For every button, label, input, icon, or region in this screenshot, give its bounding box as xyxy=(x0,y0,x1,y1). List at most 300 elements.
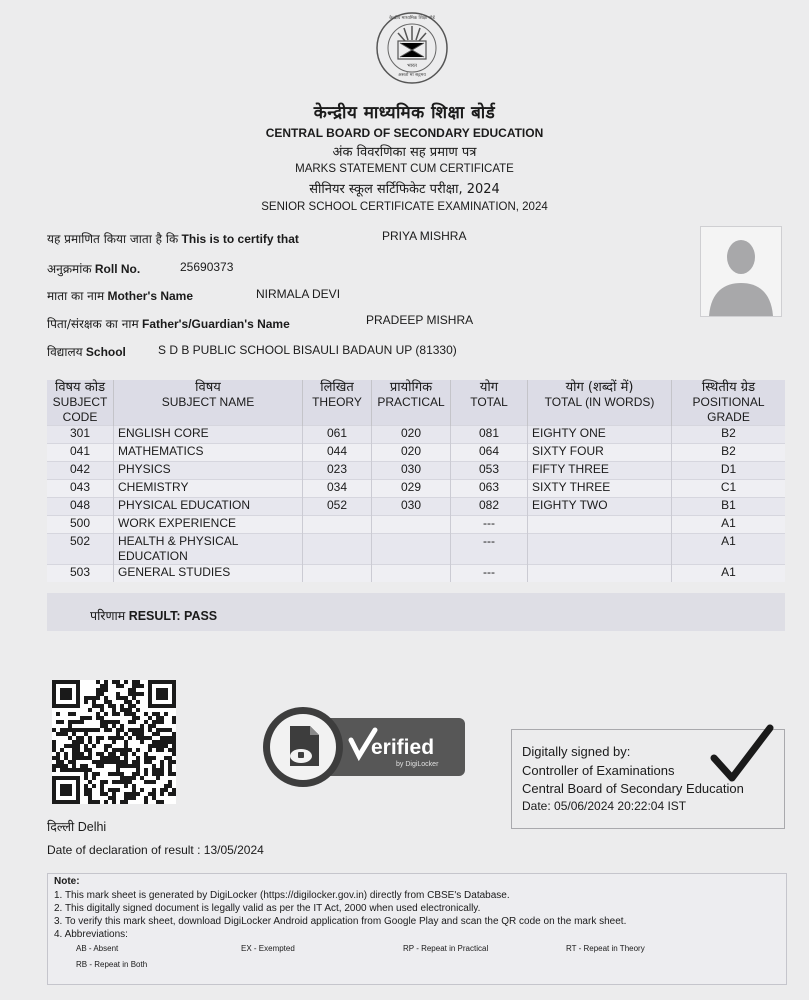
qr-module xyxy=(52,756,56,760)
qr-module xyxy=(112,788,116,792)
qr-module xyxy=(160,748,164,752)
verified-text: erified xyxy=(371,736,435,759)
qr-module xyxy=(148,684,152,688)
qr-module xyxy=(136,732,140,736)
cell-code: 502 xyxy=(47,534,114,565)
qr-code-icon[interactable] xyxy=(52,680,176,804)
qr-module xyxy=(56,732,60,736)
result-line xyxy=(90,607,217,624)
cell-theory xyxy=(303,516,372,534)
qr-module xyxy=(100,760,104,764)
document-cloud-icon xyxy=(290,726,319,766)
qr-module xyxy=(148,688,152,692)
cell-code: 041 xyxy=(47,444,114,462)
qr-module xyxy=(144,756,148,760)
qr-module xyxy=(148,724,152,728)
qr-module xyxy=(104,688,108,692)
qr-module xyxy=(152,756,156,760)
header-theory-english: THEORY xyxy=(312,395,362,409)
qr-module xyxy=(96,716,100,720)
qr-module xyxy=(84,716,88,720)
qr-module xyxy=(88,708,92,712)
qr-module xyxy=(112,680,116,684)
qr-module xyxy=(140,728,144,732)
qr-module xyxy=(164,696,168,700)
roll-label xyxy=(47,260,140,277)
table-row xyxy=(47,565,785,583)
qr-module xyxy=(164,756,168,760)
qr-module xyxy=(72,800,76,804)
qr-module xyxy=(64,764,68,768)
roll-number: 25690373 xyxy=(180,260,234,274)
qr-module xyxy=(76,800,80,804)
qr-module xyxy=(164,728,168,732)
qr-module xyxy=(88,740,92,744)
qr-module xyxy=(156,704,160,708)
qr-module xyxy=(64,792,68,796)
qr-module xyxy=(72,768,76,772)
qr-module xyxy=(156,768,160,772)
qr-module xyxy=(124,748,128,752)
qr-module xyxy=(160,760,164,764)
board-title-hindi: केन्द्रीय माध्यमिक शिक्षा बोर्ड xyxy=(313,103,496,123)
qr-module xyxy=(68,800,72,804)
qr-module xyxy=(72,764,76,768)
qr-module xyxy=(112,704,116,708)
cell-code: 042 xyxy=(47,462,114,480)
roll-label-hindi: अनुक्रमांक xyxy=(47,262,92,276)
qr-module xyxy=(52,748,56,752)
qr-module xyxy=(136,692,140,696)
qr-module xyxy=(172,700,176,704)
mother-label xyxy=(47,287,193,304)
qr-module xyxy=(72,732,76,736)
qr-module xyxy=(52,780,56,784)
header-grade-en1: POSITIONAL xyxy=(692,395,765,409)
qr-module xyxy=(168,736,172,740)
cell-grade: B2 xyxy=(672,426,786,444)
place-hindi: दिल्ली xyxy=(47,819,75,834)
cbse-emblem-icon xyxy=(372,10,452,92)
qr-module xyxy=(96,772,100,776)
qr-module xyxy=(120,696,124,700)
father-label-hindi: पिता/संरक्षक का नाम xyxy=(47,317,139,331)
qr-module xyxy=(104,728,108,732)
qr-module xyxy=(92,784,96,788)
school-label xyxy=(47,343,126,360)
cell-words: FIFTY THREE xyxy=(528,462,672,480)
qr-module xyxy=(92,744,96,748)
marks-table xyxy=(47,380,785,582)
cell-total: 082 xyxy=(451,498,528,516)
cell-subject: HEALTH & PHYSICAL EDUCATION xyxy=(114,534,303,565)
qr-module xyxy=(76,728,80,732)
qr-module xyxy=(132,720,136,724)
qr-module xyxy=(64,688,68,692)
cell-total: 064 xyxy=(451,444,528,462)
qr-module xyxy=(76,744,80,748)
qr-module xyxy=(152,744,156,748)
declaration-line xyxy=(47,843,264,857)
qr-module xyxy=(108,700,112,704)
cell-theory: 034 xyxy=(303,480,372,498)
qr-module xyxy=(120,708,124,712)
qr-module xyxy=(96,764,100,768)
qr-module xyxy=(136,760,140,764)
table-row xyxy=(47,516,785,534)
qr-module xyxy=(116,732,120,736)
qr-module xyxy=(116,680,120,684)
header-subject-name xyxy=(114,380,303,426)
qr-module xyxy=(64,744,68,748)
qr-module xyxy=(120,764,124,768)
qr-module xyxy=(68,728,72,732)
qr-module xyxy=(52,768,56,772)
qr-module xyxy=(60,792,64,796)
person-silhouette-icon xyxy=(701,227,781,316)
qr-module xyxy=(168,680,172,684)
qr-module xyxy=(140,736,144,740)
qr-module xyxy=(76,788,80,792)
qr-module xyxy=(60,688,64,692)
qr-module xyxy=(172,792,176,796)
qr-module xyxy=(156,720,160,724)
qr-module xyxy=(108,772,112,776)
qr-module xyxy=(156,748,160,752)
qr-module xyxy=(100,780,104,784)
qr-module xyxy=(128,704,132,708)
qr-module xyxy=(140,732,144,736)
qr-module xyxy=(52,680,56,684)
qr-module xyxy=(108,756,112,760)
qr-module xyxy=(116,772,120,776)
qr-module xyxy=(84,728,88,732)
qr-module xyxy=(56,764,60,768)
cell-grade: C1 xyxy=(672,480,786,498)
qr-module xyxy=(152,720,156,724)
qr-module xyxy=(124,764,128,768)
qr-module xyxy=(84,788,88,792)
qr-module xyxy=(72,680,76,684)
header-theory-hindi: लिखित xyxy=(320,380,354,395)
father-label xyxy=(47,315,290,332)
header-code-en2: CODE xyxy=(62,410,98,424)
qr-module xyxy=(68,712,72,716)
qr-module xyxy=(156,744,160,748)
qr-module xyxy=(72,712,76,716)
table-row xyxy=(47,462,785,480)
qr-module xyxy=(132,688,136,692)
qr-module xyxy=(64,800,68,804)
qr-module xyxy=(112,780,116,784)
cell-code: 048 xyxy=(47,498,114,516)
cell-words: EIGHTY TWO xyxy=(528,498,672,516)
cell-practical: 030 xyxy=(372,498,451,516)
qr-module xyxy=(76,776,80,780)
qr-module xyxy=(64,784,68,788)
qr-module xyxy=(124,792,128,796)
qr-module xyxy=(160,720,164,724)
qr-module xyxy=(60,680,64,684)
qr-module xyxy=(124,708,128,712)
signature-date: Date: 05/06/2024 20:22:04 IST xyxy=(522,799,687,813)
qr-module xyxy=(116,720,120,724)
qr-module xyxy=(100,720,104,724)
qr-module xyxy=(52,796,56,800)
qr-module xyxy=(172,680,176,684)
qr-module xyxy=(104,684,108,688)
cell-subject: CHEMISTRY xyxy=(114,480,303,498)
qr-module xyxy=(76,748,80,752)
qr-module xyxy=(80,740,84,744)
place-english: Delhi xyxy=(77,820,107,834)
qr-module xyxy=(104,712,108,716)
qr-module xyxy=(84,772,88,776)
qr-module xyxy=(76,768,80,772)
qr-module xyxy=(76,736,80,740)
qr-module xyxy=(96,728,100,732)
qr-module xyxy=(108,736,112,740)
qr-module xyxy=(80,716,84,720)
cell-words: EIGHTY ONE xyxy=(528,426,672,444)
table-row xyxy=(47,480,785,498)
cell-theory xyxy=(303,534,372,565)
header-words-hindi: योग (शब्दों में) xyxy=(565,380,634,395)
place xyxy=(47,818,106,835)
qr-module xyxy=(104,680,108,684)
qr-module xyxy=(52,684,56,688)
qr-module xyxy=(76,720,80,724)
table-row xyxy=(47,498,785,516)
qr-module xyxy=(100,716,104,720)
qr-module xyxy=(156,728,160,732)
qr-module xyxy=(100,764,104,768)
declaration-label: Date of declaration of result : xyxy=(47,843,201,857)
qr-module xyxy=(172,696,176,700)
result-value: PASS xyxy=(184,609,218,623)
qr-module xyxy=(84,792,88,796)
qr-module xyxy=(88,756,92,760)
qr-module xyxy=(160,692,164,696)
qr-module xyxy=(148,748,152,752)
qr-module xyxy=(120,772,124,776)
qr-module xyxy=(56,800,60,804)
qr-module xyxy=(128,720,132,724)
abbreviation-item: AB - Absent xyxy=(76,944,119,953)
qr-module xyxy=(116,764,120,768)
cell-theory xyxy=(303,565,372,583)
qr-module xyxy=(68,720,72,724)
qr-module xyxy=(144,796,148,800)
qr-module xyxy=(108,704,112,708)
qr-module xyxy=(120,724,124,728)
qr-module xyxy=(68,760,72,764)
cell-code: 043 xyxy=(47,480,114,498)
cell-total: 081 xyxy=(451,426,528,444)
qr-module xyxy=(76,696,80,700)
qr-module xyxy=(148,728,152,732)
qr-module xyxy=(160,772,164,776)
abbreviation-item: RP - Repeat in Practical xyxy=(403,944,489,953)
qr-module xyxy=(100,708,104,712)
qr-module xyxy=(172,788,176,792)
qr-module xyxy=(100,684,104,688)
verified-subtext: by DigiLocker xyxy=(396,761,439,768)
qr-module xyxy=(112,736,116,740)
qr-module xyxy=(68,724,72,728)
qr-module xyxy=(132,796,136,800)
qr-module xyxy=(64,752,68,756)
header-name-hindi: विषय xyxy=(195,380,221,395)
cell-words: SIXTY THREE xyxy=(528,480,672,498)
cell-practical xyxy=(372,534,451,565)
qr-module xyxy=(60,764,64,768)
header-total-words xyxy=(528,380,672,426)
qr-module xyxy=(156,732,160,736)
header-theory xyxy=(303,380,372,426)
qr-module xyxy=(148,696,152,700)
qr-module xyxy=(168,792,172,796)
qr-module xyxy=(128,748,132,752)
qr-module xyxy=(148,736,152,740)
qr-module xyxy=(164,688,168,692)
qr-module xyxy=(60,696,64,700)
table-row xyxy=(47,534,785,565)
qr-module xyxy=(72,720,76,724)
qr-module xyxy=(80,736,84,740)
qr-module xyxy=(64,732,68,736)
qr-module xyxy=(140,692,144,696)
qr-module xyxy=(116,696,120,700)
qr-module xyxy=(52,704,56,708)
qr-module xyxy=(52,692,56,696)
qr-module xyxy=(96,800,100,804)
qr-module xyxy=(64,692,68,696)
cell-total: --- xyxy=(451,565,528,583)
qr-module xyxy=(112,752,116,756)
certify-label-english: This is to certify that xyxy=(181,232,299,246)
cell-practical xyxy=(372,565,451,583)
qr-module xyxy=(104,744,108,748)
qr-module xyxy=(168,740,172,744)
qr-module xyxy=(136,772,140,776)
qr-module xyxy=(168,772,172,776)
qr-module xyxy=(76,784,80,788)
qr-module xyxy=(168,760,172,764)
qr-module xyxy=(96,752,100,756)
qr-module xyxy=(168,784,172,788)
qr-module xyxy=(148,756,152,760)
qr-module xyxy=(88,792,92,796)
qr-module xyxy=(52,728,56,732)
qr-module xyxy=(132,792,136,796)
qr-module xyxy=(52,784,56,788)
qr-module xyxy=(84,696,88,700)
qr-module xyxy=(124,696,128,700)
cell-code: 500 xyxy=(47,516,114,534)
qr-module xyxy=(124,784,128,788)
qr-module xyxy=(104,760,108,764)
qr-module xyxy=(128,780,132,784)
qr-module xyxy=(172,748,176,752)
qr-module xyxy=(168,768,172,772)
cell-total: --- xyxy=(451,516,528,534)
qr-module xyxy=(136,792,140,796)
qr-module xyxy=(120,752,124,756)
qr-module xyxy=(108,720,112,724)
mother-label-english: Mother's Name xyxy=(107,289,194,303)
qr-module xyxy=(140,684,144,688)
qr-module xyxy=(84,784,88,788)
qr-module xyxy=(100,736,104,740)
qr-module xyxy=(92,696,96,700)
qr-module xyxy=(100,792,104,796)
qr-module xyxy=(100,788,104,792)
qr-module xyxy=(116,712,120,716)
qr-module xyxy=(164,744,168,748)
qr-module xyxy=(124,732,128,736)
qr-module xyxy=(76,700,80,704)
qr-module xyxy=(76,740,80,744)
qr-module xyxy=(72,756,76,760)
cell-theory: 044 xyxy=(303,444,372,462)
qr-module xyxy=(124,744,128,748)
qr-module xyxy=(152,712,156,716)
qr-module xyxy=(116,756,120,760)
cell-practical xyxy=(372,516,451,534)
cell-grade: A1 xyxy=(672,565,786,583)
qr-module xyxy=(132,752,136,756)
qr-module xyxy=(60,788,64,792)
qr-module xyxy=(64,776,68,780)
qr-module xyxy=(140,788,144,792)
qr-module xyxy=(144,768,148,772)
qr-module xyxy=(152,768,156,772)
qr-module xyxy=(156,740,160,744)
qr-module xyxy=(96,712,100,716)
qr-module xyxy=(128,692,132,696)
qr-module xyxy=(108,728,112,732)
qr-module xyxy=(108,752,112,756)
qr-module xyxy=(56,704,60,708)
cell-subject: PHYSICS xyxy=(114,462,303,480)
doc-title-hindi: अंक विवरणिका सह प्रमाण पत्र xyxy=(332,145,477,160)
cell-total: 063 xyxy=(451,480,528,498)
qr-module xyxy=(168,756,172,760)
qr-module xyxy=(64,788,68,792)
cell-subject: PHYSICAL EDUCATION xyxy=(114,498,303,516)
qr-module xyxy=(120,780,124,784)
qr-module xyxy=(160,800,164,804)
qr-module xyxy=(160,696,164,700)
qr-module xyxy=(112,772,116,776)
qr-module xyxy=(104,724,108,728)
qr-module xyxy=(132,704,136,708)
qr-module xyxy=(52,800,56,804)
qr-module xyxy=(52,744,56,748)
qr-module xyxy=(80,764,84,768)
header-grade xyxy=(672,380,786,426)
qr-module xyxy=(144,772,148,776)
qr-module xyxy=(148,700,152,704)
qr-module xyxy=(76,780,80,784)
qr-module xyxy=(124,752,128,756)
qr-module xyxy=(72,728,76,732)
qr-module xyxy=(68,744,72,748)
qr-module xyxy=(116,692,120,696)
qr-module xyxy=(60,768,64,772)
qr-module xyxy=(96,704,100,708)
